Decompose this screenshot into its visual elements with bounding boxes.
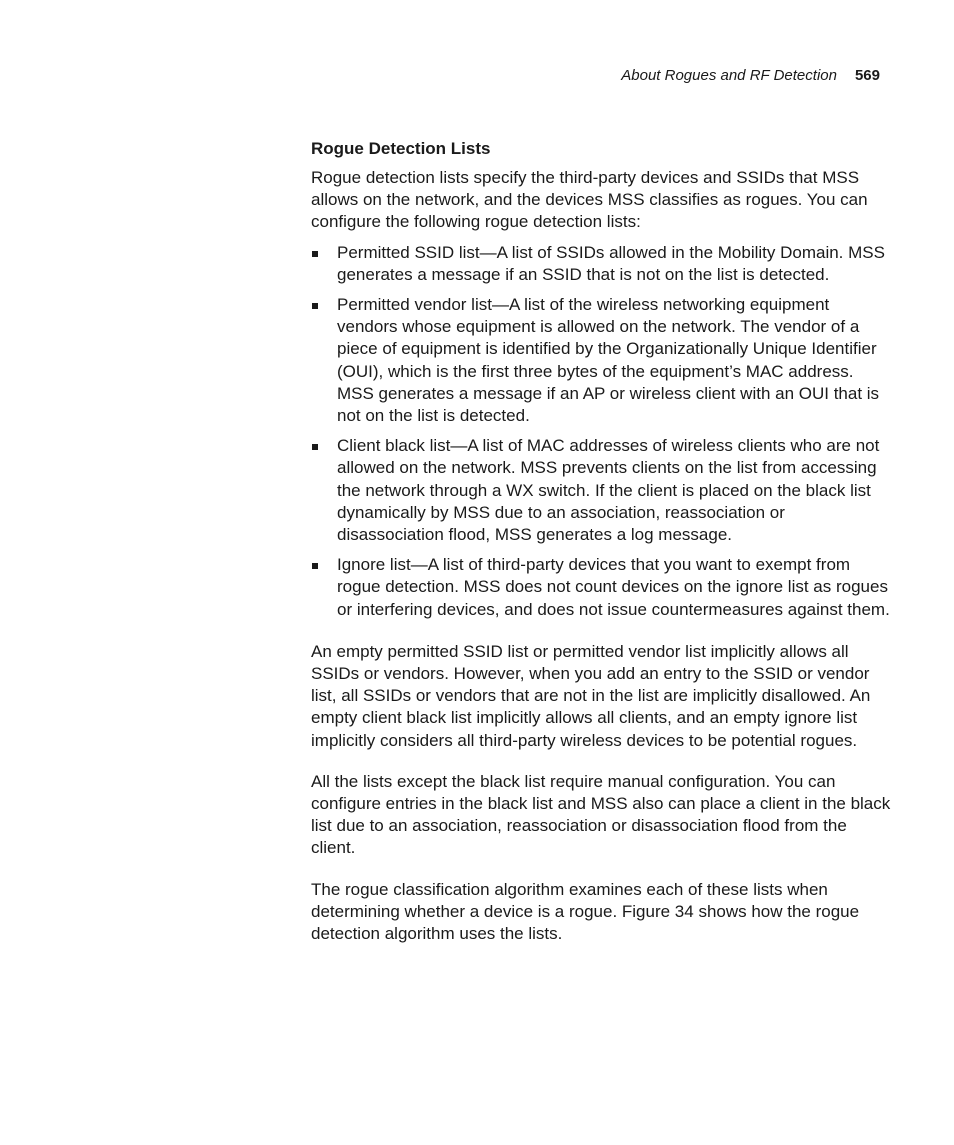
list-item: [311, 242, 891, 286]
square-bullet-icon: [312, 563, 318, 569]
list-item-text: Ignore list—A list of third-party devices that you want to exempt from rogue detection. MSS does not count devices on the ignore list as rogues or interfering devices, and does not issue countermeasures against them.: [337, 555, 890, 619]
list-item-text: Client black list—A list of MAC addresses of wireless clients who are not allowed on the network. MSS prevents clients on the list from accessing the network through a WX switch. If the client is placed on the black list dynamically by MSS due to an association, reassociation or disassociation flood, MSS generates a log message.: [337, 436, 880, 545]
body-paragraph: The rogue classification algorithm examines each of these lists when determining whether a device is a rogue. Figure 34 shows how the rogue detection algorithm uses the lists.: [311, 879, 860, 944]
section-heading: Rogue Detection Lists: [311, 139, 491, 158]
running-header: [621, 66, 880, 86]
page-number: 569: [854, 67, 880, 84]
list-item: [311, 294, 891, 427]
list-item: [311, 435, 891, 546]
square-bullet-icon: [312, 251, 318, 257]
body-paragraph: An empty permitted SSID list or permitted vendor list implicitly allows all SSIDs or vendors. However, when you add an entry to the SSID or vendor list, all SSIDs or vendors that are not in the list are implicitly disallowed. An empty client black list implicitly allows all clients, and an empty ignore list implicitly considers all third-party wireless devices to be potential rogues.: [311, 641, 871, 750]
list-item: [311, 554, 891, 621]
square-bullet-icon: [312, 444, 318, 450]
header-title: About Rogues and RF Detection: [621, 67, 837, 84]
body-paragraph: All the lists except the black list require manual configuration. You can configure entries in the black list and MSS also can place a client in the black list due to an association, reassociation or disassociation flood from the client.: [311, 771, 891, 858]
list-item-text: Permitted SSID list—A list of SSIDs allowed in the Mobility Domain. MSS generates a message if an SSID that is not on the list is detected.: [337, 242, 885, 284]
rogue-list-bullets: [311, 242, 891, 621]
intro-paragraph: Rogue detection lists specify the third-party devices and SSIDs that MSS allows on the network, and the devices MSS classifies as rogues. You can configure the following rogue detection lists:: [311, 168, 868, 232]
list-item-text: Permitted vendor list—A list of the wireless networking equipment vendors whose equipment is allowed on the network. The vendor of a piece of equipment is identified by the Organizationally Unique Identifier (OUI), which is the first three bytes of the equipment’s MAC address. MSS generates a message if an AP or wireless client with an OUI that is not on the list is detected.: [337, 295, 880, 426]
square-bullet-icon: [312, 303, 318, 309]
page-content: [311, 138, 891, 945]
